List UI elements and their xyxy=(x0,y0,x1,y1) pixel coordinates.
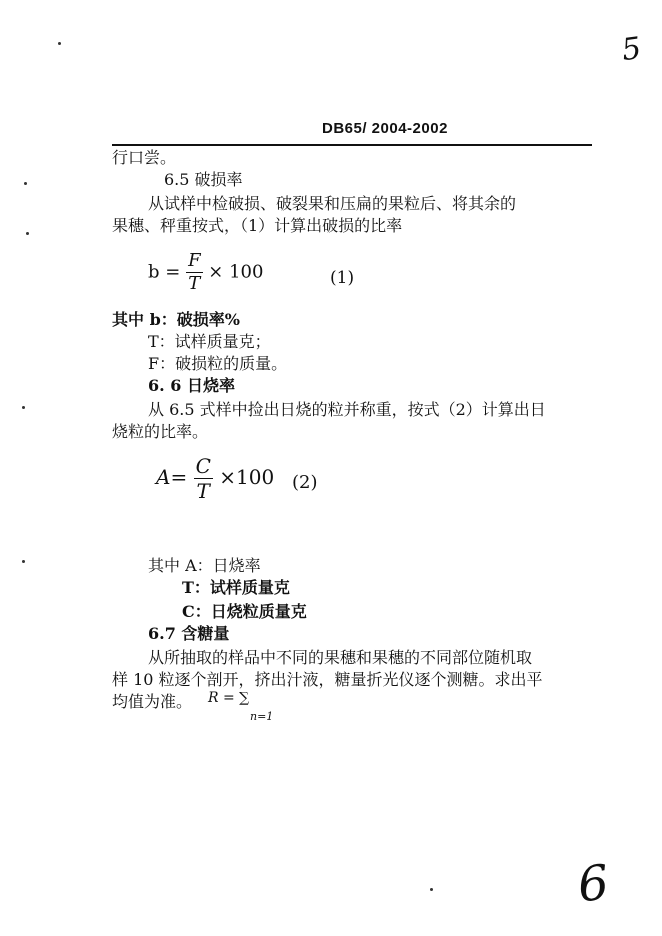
section-6-5-heading: 6.5 破损率 xyxy=(164,170,243,189)
section-6-7-heading: 6.7 含糖量 xyxy=(148,624,230,643)
formula-2-numerator: C xyxy=(195,454,211,478)
formula-2-definition-c: C：日烧粒质量克 xyxy=(182,602,307,621)
scan-speck xyxy=(430,888,433,891)
formula-2-lhs: A= xyxy=(156,465,188,489)
handwritten-page-mark-bottom: 6 xyxy=(575,854,612,914)
section-6-5-paragraph-line-1: 从试样中检破损、破裂果和压扁的果粒后、将其余的 xyxy=(148,194,517,213)
section-6-7-paragraph-line-3: 均值为准。 xyxy=(112,692,193,711)
formula-1-fraction xyxy=(186,252,203,293)
formula-1-numerator: F xyxy=(188,250,201,271)
formula-2-denominator: T xyxy=(196,479,210,503)
section-6-5-paragraph-line-2: 果穗、秤重按式，（1）计算出破损的比率 xyxy=(112,216,403,235)
formula-1 xyxy=(148,252,263,293)
formula-2-where: 其中 A：日烧率 xyxy=(148,556,261,575)
formula-2 xyxy=(156,456,274,501)
formula-1-definition-f: F：破损粒的质量。 xyxy=(148,354,288,373)
section-6-7-formula: R = ∑ xyxy=(208,690,250,706)
section-6-7-paragraph-line-1: 从所抽取的样品中不同的果穗和果穗的不同部位随机取 xyxy=(148,648,533,667)
section-6-6-heading: 6. 6 日烧率 xyxy=(148,376,235,395)
section-6-6-paragraph-line-2: 烧粒的比率。 xyxy=(112,422,209,441)
formula-1-rhs: × 100 xyxy=(208,261,264,283)
formula-1-where: 其中 b：破损率% xyxy=(112,310,240,329)
section-6-7-paragraph-line-2: 样 10 粒逐个剖开，挤出汁液，糖量折光仪逐个测糖。求出平 xyxy=(112,670,543,689)
section-6-7-formula-subscript: n=1 xyxy=(250,710,274,723)
handwritten-page-mark-top: 5 xyxy=(619,30,644,69)
formula-2-fraction xyxy=(194,456,213,501)
scan-speck xyxy=(58,42,61,45)
scan-speck xyxy=(22,560,25,563)
formula-2-definition-t: T：试样质量克 xyxy=(182,578,290,597)
scan-speck xyxy=(22,406,25,409)
standard-code: DB65/ 2004-2002 xyxy=(322,120,448,137)
formula-1-label: (1) xyxy=(330,268,355,288)
section-6-6-paragraph-line-1: 从 6.5 式样中捡出日烧的粒并称重，按式（2）计算出日 xyxy=(148,400,546,419)
formula-1-denominator: T xyxy=(188,273,201,294)
formula-1-lhs: b = xyxy=(148,261,181,283)
formula-2-label: (2) xyxy=(292,472,318,493)
formula-2-rhs: ×100 xyxy=(219,465,275,489)
scan-speck xyxy=(24,182,27,185)
formula-1-definition-t: T：试样质量克； xyxy=(148,332,271,351)
header-rule xyxy=(112,144,592,146)
scan-speck xyxy=(26,232,29,235)
continuation-line: 行口尝。 xyxy=(112,148,177,167)
